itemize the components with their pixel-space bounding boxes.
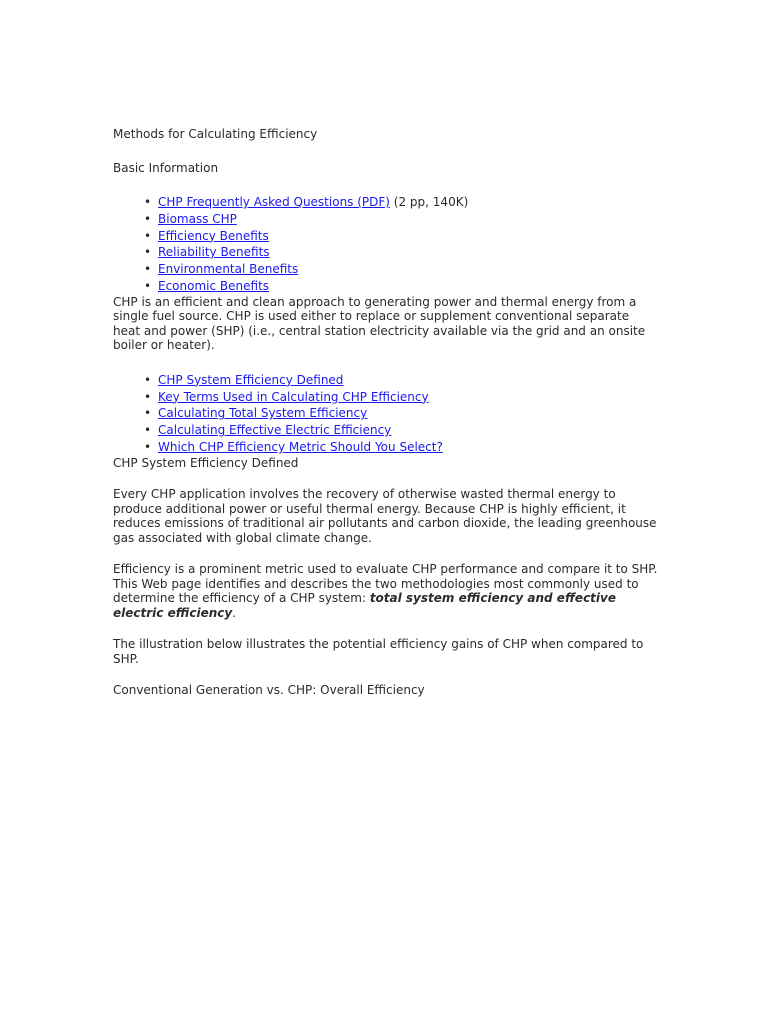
basic-info-heading: Basic Information: [113, 160, 219, 175]
link-environmental-benefits[interactable]: Environmental Benefits: [158, 262, 299, 277]
bullet-icon: •: [144, 372, 152, 387]
figure-caption: Conventional Generation vs. CHP: Overall Efficiency: [113, 683, 425, 698]
bullet-icon: •: [144, 195, 152, 209]
page-title: Methods for Calculating Efficiency: [113, 127, 318, 141]
bullet-icon: •: [144, 278, 152, 293]
list-item: [144, 228, 658, 245]
list-item: [144, 422, 658, 439]
paragraph-metrics-text: Efficiency is a prominent metric used to evaluate CHP performance and compare it to SHP. This Web page identifies and describes the two methodologies most commonly used to determine the efficiency of a CHP system:: [113, 562, 658, 606]
bullet-icon: •: [144, 423, 152, 438]
bullet-icon: •: [144, 406, 152, 421]
bullet-icon: •: [144, 262, 152, 277]
link-system-efficiency-defined[interactable]: CHP System Efficiency Defined: [158, 372, 344, 387]
paragraph-recovery: Every CHP application involves the recovery of otherwise wasted thermal energy to produce additional power or useful thermal energy. Because CHP is highly efficient, it reduces emissions of traditional air pollutants and carbon dioxide, the leading greenhouse gas associated with global climate change.: [113, 487, 657, 545]
list-item: [144, 194, 658, 211]
paragraph-metrics: [113, 562, 658, 620]
list-item: [144, 439, 658, 456]
link-efficiency-benefits[interactable]: Efficiency Benefits: [158, 228, 269, 243]
list-item: [144, 405, 658, 422]
link-economic-benefits[interactable]: Economic Benefits: [158, 278, 270, 293]
section-link-list: [113, 372, 658, 456]
paragraph-metrics-end: .: [232, 605, 237, 620]
bullet-icon: •: [144, 211, 152, 226]
list-item: [144, 261, 658, 278]
link-which-metric[interactable]: Which CHP Efficiency Metric Should You Select?: [158, 439, 443, 454]
list-item: [144, 278, 658, 295]
bullet-icon: •: [144, 228, 152, 243]
intro-paragraph: CHP is an efficient and clean approach to generating power and thermal energy from a single fuel source. CHP is used either to replace or supplement conventional separate heat and power (SHP) (i.e., central station electricity available via the grid and an onsite boiler or heater).: [113, 294, 646, 353]
bullet-icon: •: [144, 389, 152, 404]
link-total-system-efficiency[interactable]: Calculating Total System Efficiency: [158, 406, 368, 421]
bullet-icon: •: [144, 245, 152, 260]
document-body: [113, 127, 658, 698]
list-item: [144, 211, 658, 228]
section-heading: CHP System Efficiency Defined: [113, 455, 299, 470]
link-key-terms[interactable]: Key Terms Used in Calculating CHP Efficiency: [158, 389, 429, 404]
link-biomass-chp[interactable]: Biomass CHP: [158, 211, 237, 226]
paragraph-metrics-emphasis: total system efficiency and effective electric efficiency: [113, 591, 616, 620]
bullet-icon: •: [144, 439, 152, 454]
link-chp-faq[interactable]: CHP Frequently Asked Questions (PDF): [158, 195, 390, 209]
basic-info-link-list: [113, 194, 658, 295]
link-effective-electric-efficiency[interactable]: Calculating Effective Electric Efficiency: [158, 423, 392, 438]
list-item: [144, 372, 658, 389]
link-file-info: (2 pp, 140K): [389, 195, 469, 209]
link-reliability-benefits[interactable]: Reliability Benefits: [158, 245, 270, 260]
paragraph-illustration: The illustration below illustrates the potential efficiency gains of CHP when compared to SHP.: [113, 637, 644, 666]
list-item: [144, 244, 658, 261]
list-item: [144, 389, 658, 406]
